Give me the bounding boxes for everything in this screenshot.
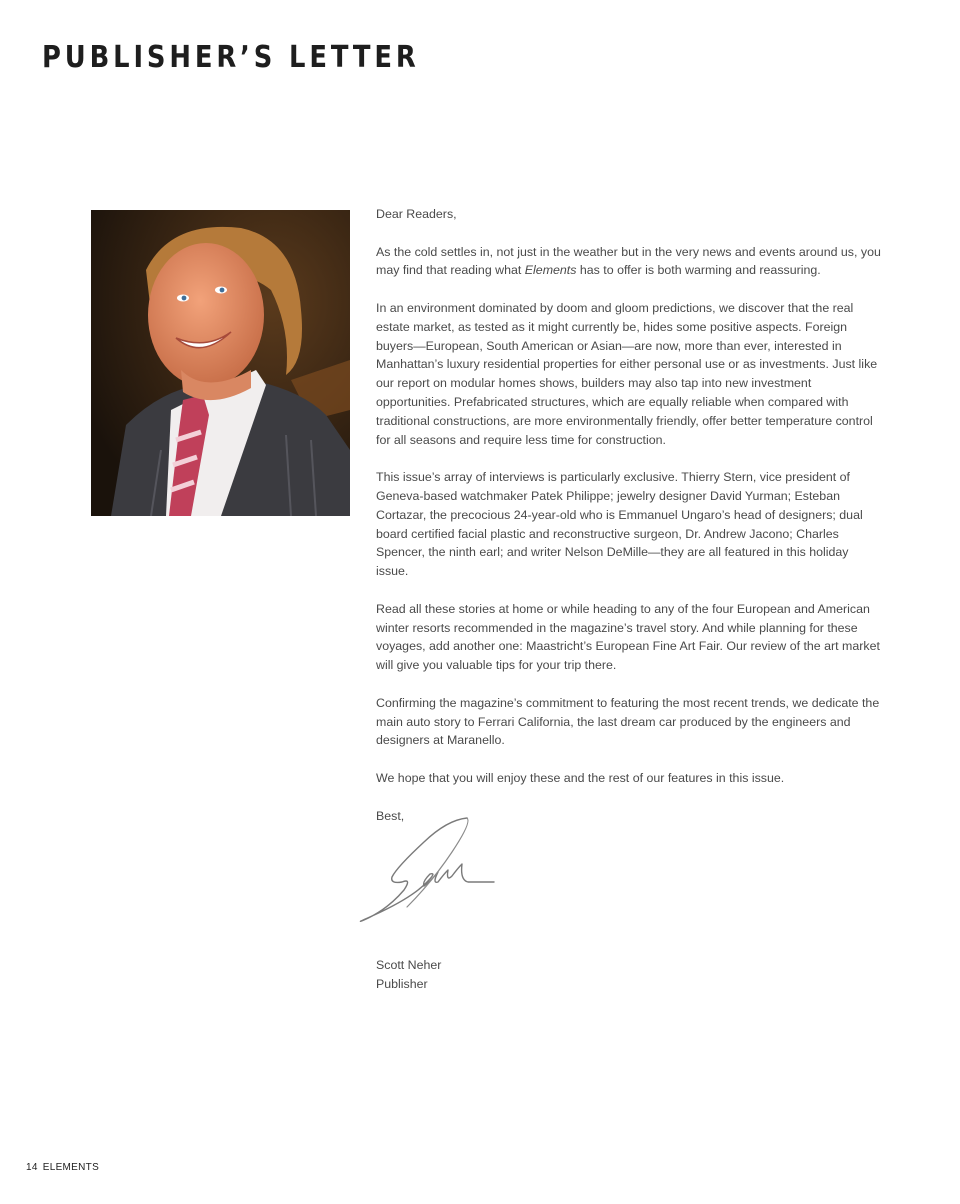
signature-stroke [352, 812, 502, 932]
p1-text-end: has to offer is both warming and reassuring. [576, 263, 821, 278]
p1-text-start: As the cold settles in, not just in the weather but in the very news and events around us, you may find that reading what [376, 244, 881, 278]
portrait-image [91, 210, 350, 516]
letter-paragraph-2: In an environment dominated by doom and gloom predictions, we discover that the real estate market, as tested as it might currently be, hides some positive aspects. Foreign buyers—European, South American or Asian—are now, more than ever, interested in Manhattan’s luxury residential properties for either personal use or as investments. Just like our report on modular homes shows, builders may also tap into new investment opportunities. Prefabricated structures, which are equally reliable when compared with traditional constructions, are more environmentally friendly, offer better temperature control for all seasons and require less time for construction. [376, 300, 878, 447]
signature-image [352, 812, 502, 932]
signer-role: Publisher [376, 976, 428, 991]
page-footer [26, 1162, 99, 1173]
signer-block [376, 956, 441, 994]
page-number: 14 [26, 1162, 38, 1173]
magazine-name-italic: Elements [524, 263, 577, 278]
letter-paragraph-4: Read all these stories at home or while heading to any of the four European and American winter resorts recommended in the magazine’s travel story. And while planning for these voyages, add another one: Maastricht’s European Fine Art Fair. Our review of the art market will give you valuable tips for your trip there. [376, 601, 880, 673]
letter-paragraph-3: This issue’s array of interviews is particularly exclusive. Thierry Stern, vice president of Geneva-based watchmaker Patek Philippe; jewelry designer David Yurman; Esteban Cortazar, the precocious 24-year-old who is Emmanuel Ungaro’s head of designers; dual board certified facial plastic and reconstructive surgeon, Dr. Andrew Jacono; Charles Spencer, the ninth earl; and writer Nelson DeMille—they are all featured in this holiday issue. [376, 470, 863, 579]
closing: Best, [376, 808, 405, 823]
letter-paragraph-1 [376, 243, 881, 281]
salutation: Dear Readers, [376, 207, 457, 221]
letter-paragraph-6: We hope that you will enjoy these and the rest of our features in this issue. [376, 770, 785, 785]
signer-name: Scott Neher [376, 958, 442, 972]
page-title: PUBLISHER’S LETTER [42, 40, 420, 75]
letter-paragraph-5: Confirming the magazine’s commitment to featuring the most recent trends, we dedicate the main auto story to Ferrari California, the last dream car produced by the engineers and designers at Maranello. [376, 695, 880, 748]
magazine-name: ELEMENTS [42, 1162, 100, 1173]
publisher-photo [91, 210, 350, 516]
letter-body [376, 205, 881, 844]
